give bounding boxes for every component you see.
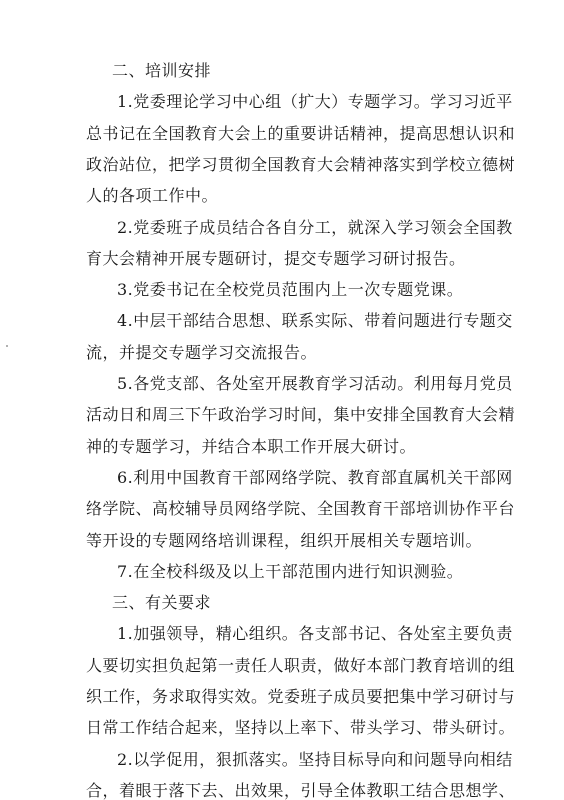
paragraph-line: 络学院、高校辅导员网络学院、全国教育干部培训协作平台 (86, 499, 516, 518)
paragraph-line: 人要切实担负起第一责任人职责，做好本部门教育培训的组 (86, 656, 516, 675)
scan-margin-dot (6, 345, 8, 347)
paragraph-line: 活动日和周三下午政治学习时间，集中安排全国教育大会精 (86, 405, 516, 424)
paragraph-line: 神的专题学习，并结合本职工作开展大研讨。 (86, 437, 417, 456)
paragraph-line: 1.加强领导，精心组织。各支部书记、各处室主要负责 (117, 624, 513, 643)
section-heading-training: 二、培训安排 (112, 61, 212, 80)
paragraph-line: 6.利用中国教育干部网络学院、教育部直属机关干部网 (117, 468, 513, 487)
paragraph-line: 7.在全校科级及以上干部范围内进行知识测验。 (117, 562, 464, 581)
paragraph-line: 织工作，务求取得实效。党委班子成员要把集中学习研讨与 (86, 687, 516, 706)
paragraph-line: 人的各项工作中。 (86, 186, 219, 205)
paragraph-line: 2.以学促用，狠抓落实。坚持目标导向和问题导向相结 (117, 750, 513, 769)
section-heading-requirements: 三、有关要求 (112, 593, 212, 612)
paragraph-line: 育大会精神开展专题研讨，提交专题学习研讨报告。 (86, 249, 466, 268)
paragraph-line: 日常工作结合起来，坚持以上率下、带头学习、带头研讨。 (86, 718, 516, 737)
paragraph-line: 政治站位，把学习贯彻全国教育大会精神落实到学校立德树 (86, 155, 516, 174)
paragraph-line: 总书记在全国教育大会上的重要讲话精神，提高思想认识和 (86, 124, 516, 143)
paragraph-line: 合，着眼于落下去、出效果，引导全体教职工结合思想学、 (86, 781, 516, 800)
paragraph-line: 4.中层干部结合思想、联系实际、带着问题进行专题交 (117, 311, 513, 330)
paragraph-line: 1.党委理论学习中心组（扩大）专题学习。学习习近平 (117, 92, 513, 111)
paragraph-line: 流，并提交专题学习交流报告。 (86, 343, 318, 362)
paragraph-line: 等开设的专题网络培训课程，组织开展相关专题培训。 (86, 531, 483, 550)
paragraph-line: 2.党委班子成员结合各自分工，就深入学习领会全国教 (117, 218, 513, 237)
paragraph-line: 3.党委书记在全校党员范围内上一次专题党课。 (117, 280, 464, 299)
paragraph-line: 5.各党支部、各处室开展教育学习活动。利用每月党员 (117, 374, 513, 393)
